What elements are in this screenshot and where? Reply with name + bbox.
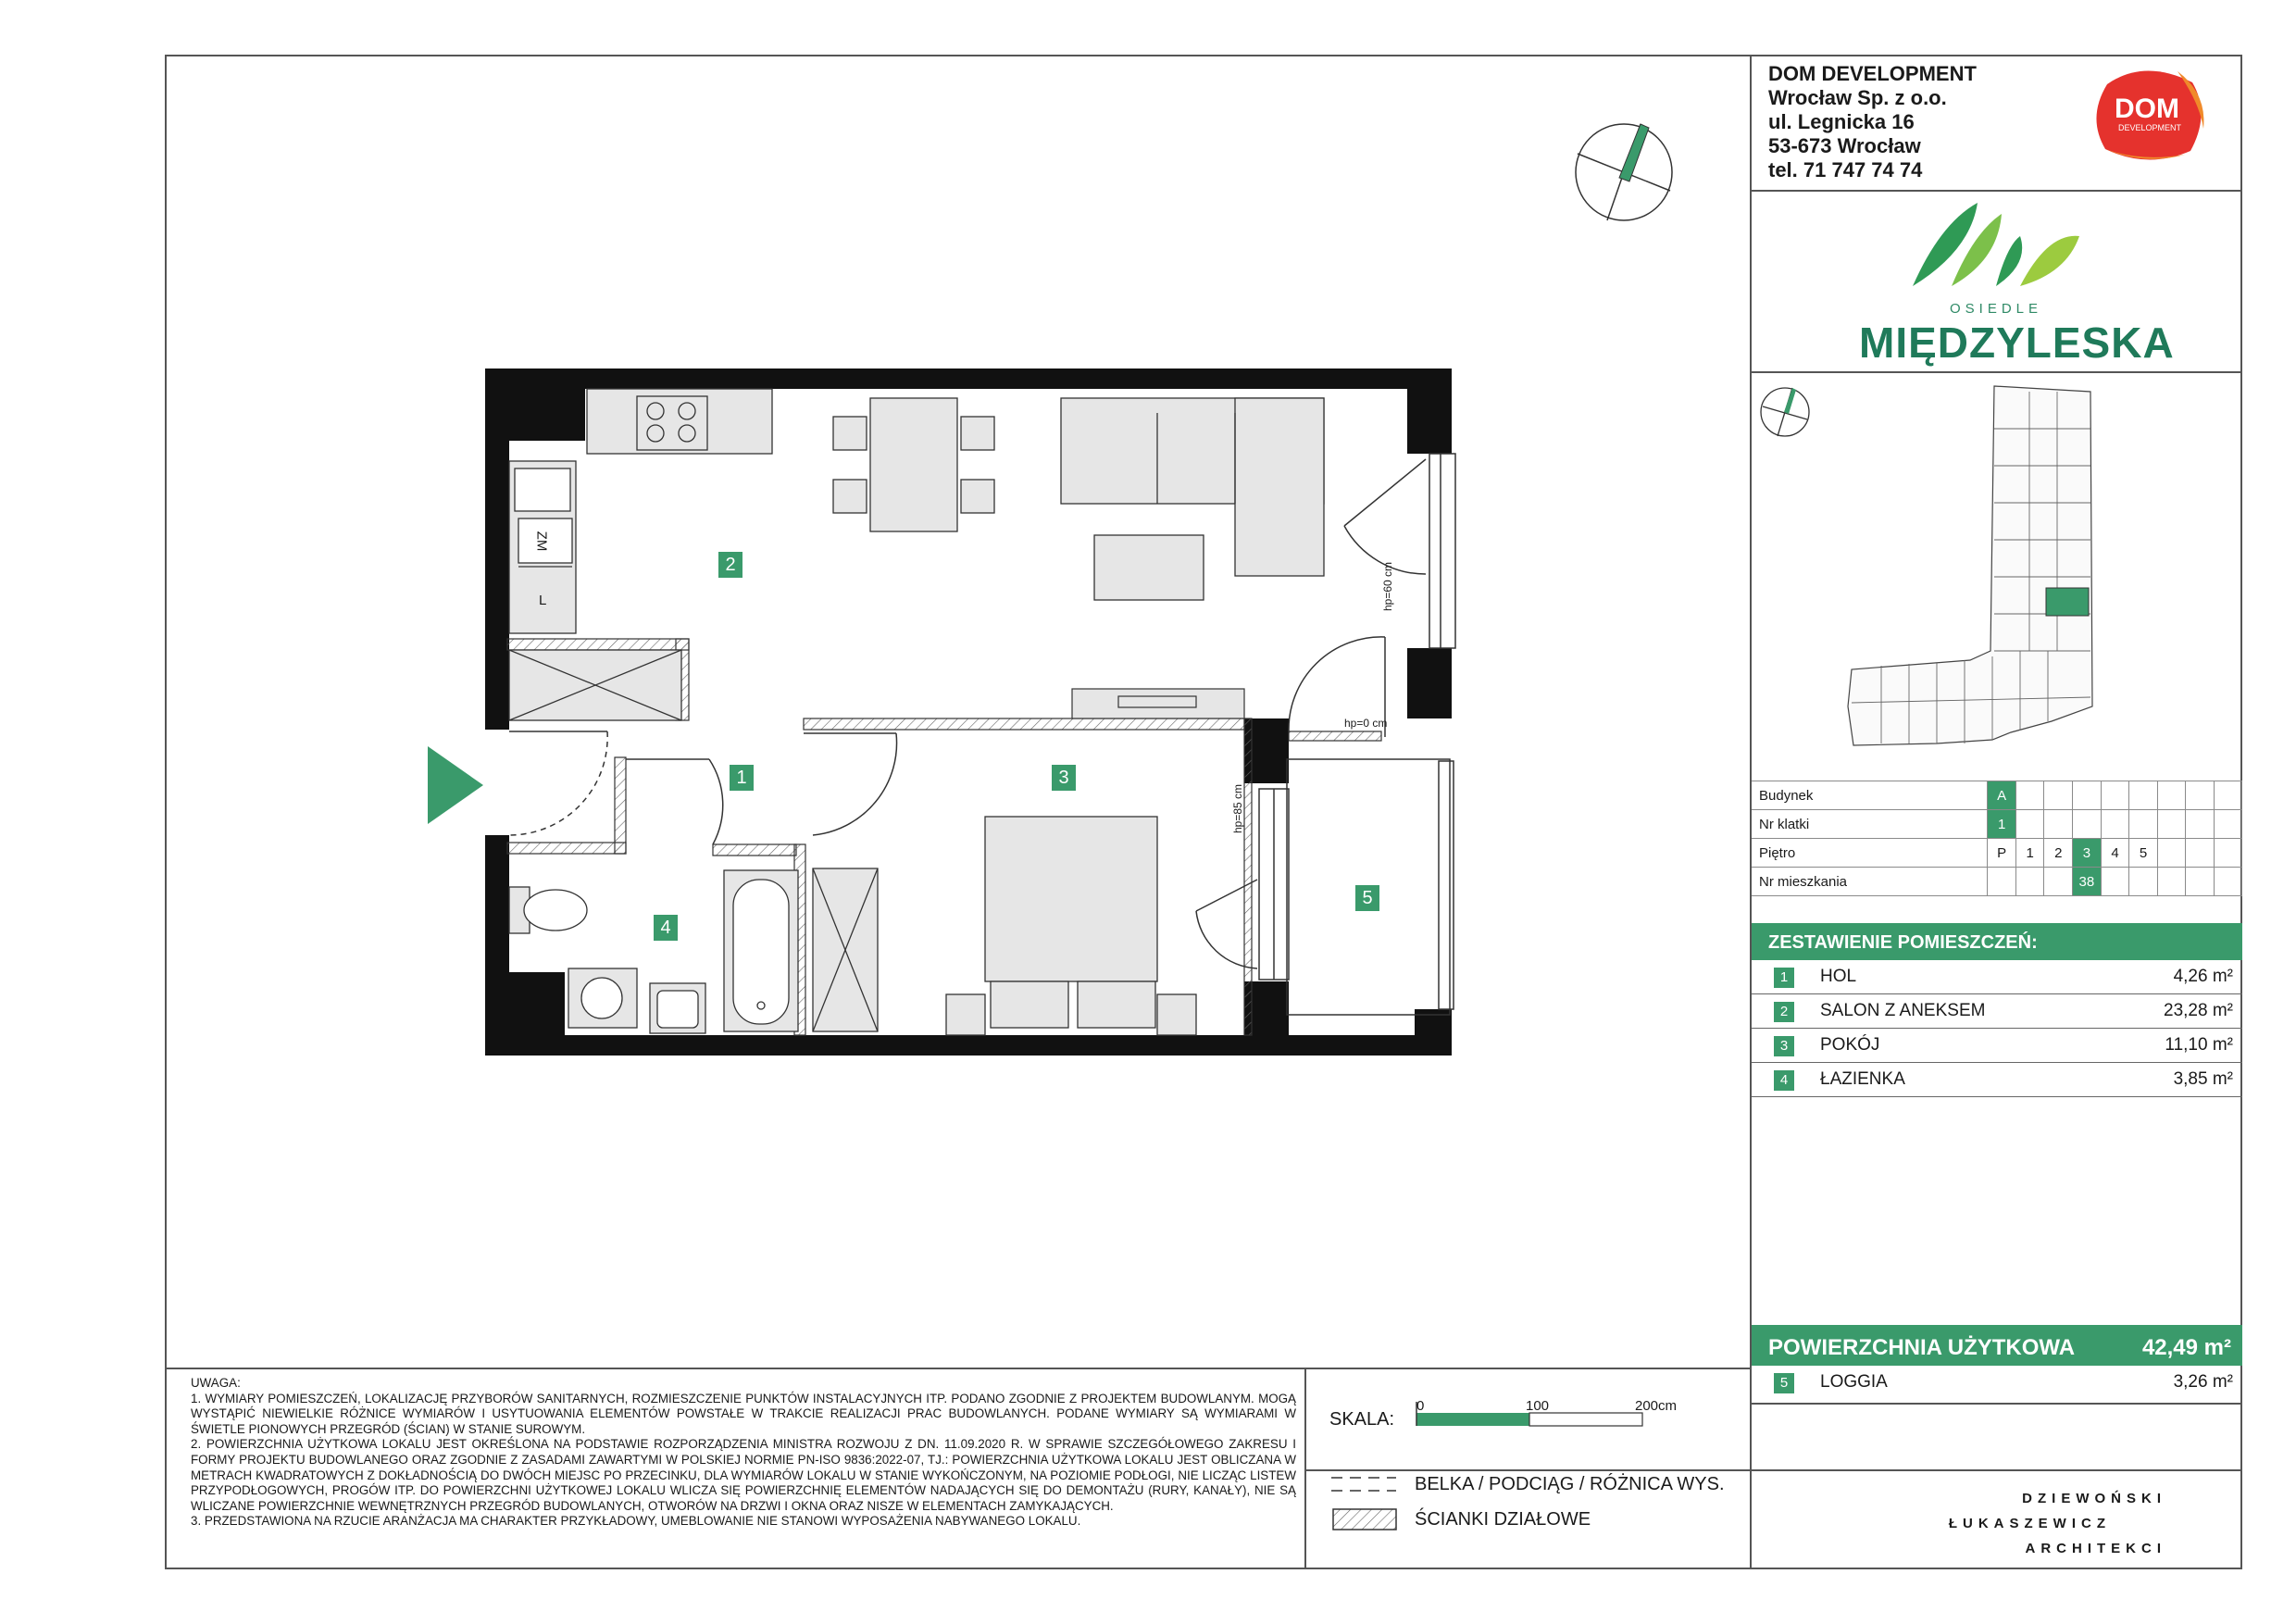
- info-cell: [2214, 868, 2241, 896]
- annotation-l: L: [539, 593, 547, 608]
- room-label-3: 3: [1052, 765, 1076, 791]
- info-cell: [2101, 810, 2129, 839]
- note-3: 3. PRZEDSTAWIONA NA RZUCIE ARANŻACJA MA CHARAKTER PRZYKŁADOWY, UMEBLOWANIE NIE STANOWI WYPOSAŻENIA NABYWANEGO LOKALU.: [191, 1514, 1081, 1529]
- room-row-3: 3 POKÓJ 11,10 m²: [1752, 1029, 2242, 1063]
- info-cell: P: [1988, 839, 2016, 868]
- total-area-value: 42,49 m²: [2141, 1335, 2231, 1360]
- company-line-5: tel. 71 747 74 74: [1768, 158, 1923, 181]
- info-cell: [2015, 810, 2044, 839]
- room-row-4: 4 ŁAZIENKA 3,85 m²: [1752, 1063, 2242, 1097]
- info-cell: [2101, 781, 2129, 810]
- architect-line-1: DZIEWOŃSKI: [2022, 1491, 2166, 1506]
- info-cell: 5: [2129, 839, 2158, 868]
- info-cell: [2186, 839, 2214, 868]
- info-cell: [2129, 868, 2158, 896]
- scale-tick-100: 100: [1526, 1398, 1550, 1414]
- annotation-hp0: hp=0 cm: [1344, 717, 1388, 730]
- info-row: [1752, 868, 2242, 896]
- info-cell: [2044, 781, 2073, 810]
- info-cell: 4: [2101, 839, 2129, 868]
- info-cell: [2186, 868, 2214, 896]
- scale-label: SKALA:: [1329, 1409, 1395, 1430]
- annotation-hp60: hp=60 cm: [1381, 561, 1394, 611]
- info-row: [1752, 839, 2242, 868]
- company-line-2: Wrocław Sp. z o.o.: [1768, 86, 1947, 109]
- title-block: [1750, 55, 2242, 1569]
- company-line-3: ul. Legnicka 16: [1768, 110, 1915, 133]
- info-cell: [2157, 868, 2185, 896]
- room-label-5: 5: [1355, 885, 1379, 911]
- info-row-label: Piętro: [1752, 839, 1988, 868]
- room-label-1: 1: [730, 765, 754, 791]
- info-cell: [2157, 781, 2185, 810]
- info-cell: [2044, 810, 2073, 839]
- total-area-bar: [1752, 1325, 2242, 1366]
- room-row-1: 1 HOL 4,26 m²: [1752, 960, 2242, 994]
- info-cell: 1: [1988, 810, 2016, 839]
- scale-tick-0: 0: [1416, 1398, 1425, 1414]
- scale-tick-200: 200cm: [1635, 1398, 1678, 1414]
- annotation-zm: ZM: [533, 531, 550, 552]
- info-row: [1752, 781, 2242, 810]
- note-1: 1. WYMIARY POMIESZCZEŃ, LOKALIZACJĘ PRZYBORÓW SANITARNYCH, ROZMIESZCZENIE PUNKTÓW INSTALACYJNYCH ITP. PODANO ZGODNIE Z PROJEKTEM BUDOWLANYM. MOGĄ WYSTĄPIĆ NIEWIELKIE RÓŻNICE WYMIARÓW I USYTUOWANIA ELEMENTÓW POWSTAŁE W TRAKCIE REALIZACJI PRAC BUDOWLANYCH. PODANE WYMIARY SĄ WYMIARAMI W ŚWIETLE PIONOWYCH PRZEGRÓD (ŚCIAN) W STANIE SUROWYM.: [191, 1391, 1296, 1436]
- info-cell: [2073, 781, 2102, 810]
- info-cell: [2101, 868, 2129, 896]
- room-label-4: 4: [654, 915, 678, 941]
- info-row-label: Budynek: [1752, 781, 1988, 810]
- note-2: 2. POWIERZCHNIA UŻYTKOWA LOKALU JEST OKREŚLONA NA PODSTAWIE ROZPORZĄDZENIA MINISTRA ROZWOJU Z DN. 11.09.2020 R. W SPRAWIE SZCZEGÓŁOWEGO ZAKRESU I FORMY PROJEKTU BUDOWLANEGO ORAZ ZGODNIE Z ZASADAMI ZAWARTYMI W POLSKIEJ NORMIE PN-ISO 9836:2022-07, TJ.: POWIERZCHNIA UŻYTKOWA LOKALU JEST OBLICZANA W METRACH KWADRATOWYCH Z DOKŁADNOŚCIĄ DO DWÓCH MIEJSC PO PRZECINKU, DLA WYMIARÓW LOKALU W STANIE WYKOŃCZONYM, NA POZIOMIE PODŁOGI, NIE LICZĄC LISTEW PRZYPODŁOGOWYCH, PROGÓW ITP. DO POWIERZCHNI UŻYTKOWEJ LOKALU WLICZA SIĘ POWIERZCHNIĘ ELEMENTÓW NADAJĄCYCH SIĘ DO DEMONTAŻU (RURY, KANAŁY), NIE SĄ WLICZANE POWIERZCHNIE WEWNĘTRZNYCH PRZEGRÓD BUDOWLANYCH, OTWORÓW NA DRZWI I OKNA ORAZ NISZE W ELEMENTACH ZAMYKAJĄCYCH.: [191, 1437, 1296, 1513]
- info-cell: [2015, 781, 2044, 810]
- rooms-summary-heading: ZESTAWIENIE POMIESZCZEŃ:: [1752, 923, 2242, 960]
- annotation-hp85: hp=85 cm: [1231, 783, 1244, 833]
- room-row-loggia: 5 LOGGIA 3,26 m²: [1752, 1366, 2242, 1405]
- notes: [191, 1376, 1296, 1530]
- info-cell: [2129, 781, 2158, 810]
- project-name: MIĘDZYLESKA: [1859, 319, 2175, 367]
- info-row-label: Nr klatki: [1752, 810, 1988, 839]
- key-plan-compass-icon: [1761, 388, 1809, 436]
- info-cell: [2214, 810, 2241, 839]
- key-plan: [1752, 373, 2242, 781]
- total-area-label: POWIERZCHNIA UŻYTKOWA: [1768, 1335, 2076, 1360]
- info-cell: [2129, 810, 2158, 839]
- entrance-arrow-icon: [428, 746, 483, 824]
- sofa: [1061, 398, 1324, 600]
- company-info: [1768, 62, 1977, 182]
- info-cell: 3: [2073, 839, 2102, 868]
- legend-partition: ŚCIANKI DZIAŁOWE: [1415, 1509, 1591, 1530]
- bed: [946, 817, 1196, 1035]
- dining-table: [833, 398, 994, 531]
- logo-text-dom: DOM: [2115, 94, 2179, 124]
- info-cell: [2214, 781, 2241, 810]
- info-cell: [2157, 810, 2185, 839]
- info-cell: [2044, 868, 2073, 896]
- info-row-label: Nr mieszkania: [1752, 868, 1988, 896]
- tv-unit: [1072, 689, 1244, 718]
- compass-icon: [1576, 124, 1672, 220]
- architect-line-3: ARCHITEKCI: [2025, 1541, 2166, 1556]
- room-row-2: 2 SALON Z ANEKSEM 23,28 m²: [1752, 994, 2242, 1029]
- info-cell: [2015, 868, 2044, 896]
- notes-title: UWAGA:: [191, 1376, 241, 1390]
- info-row: [1752, 810, 2242, 839]
- info-cell: [2186, 781, 2214, 810]
- info-cell: 1: [2015, 839, 2044, 868]
- info-cell: [2073, 810, 2102, 839]
- architect-logo: [1916, 1486, 2166, 1561]
- architect-line-2: ŁUKASZEWICZ: [1948, 1516, 2111, 1531]
- room-label-2: 2: [718, 552, 742, 578]
- info-cell: 38: [2073, 868, 2102, 896]
- info-cell: A: [1988, 781, 2016, 810]
- project-prefix: OSIEDLE: [1950, 301, 2043, 317]
- legend-symbols: [1331, 1478, 1396, 1530]
- legend-beam: BELKA / PODCIĄG / RÓŻNICA WYS.: [1415, 1474, 1725, 1494]
- apartment-info-table: [1752, 781, 2242, 896]
- info-cell: [1988, 868, 2016, 896]
- info-cell: [2214, 839, 2241, 868]
- balcony-door: [1344, 459, 1426, 574]
- logo-text-development: DEVELOPMENT: [2118, 123, 2182, 132]
- info-cell: 2: [2044, 839, 2073, 868]
- wardrobe: [509, 650, 681, 720]
- company-line-1: DOM DEVELOPMENT: [1768, 62, 1977, 85]
- company-line-4: 53-673 Wrocław: [1768, 134, 1921, 157]
- info-cell: [2186, 810, 2214, 839]
- info-cell: [2157, 839, 2185, 868]
